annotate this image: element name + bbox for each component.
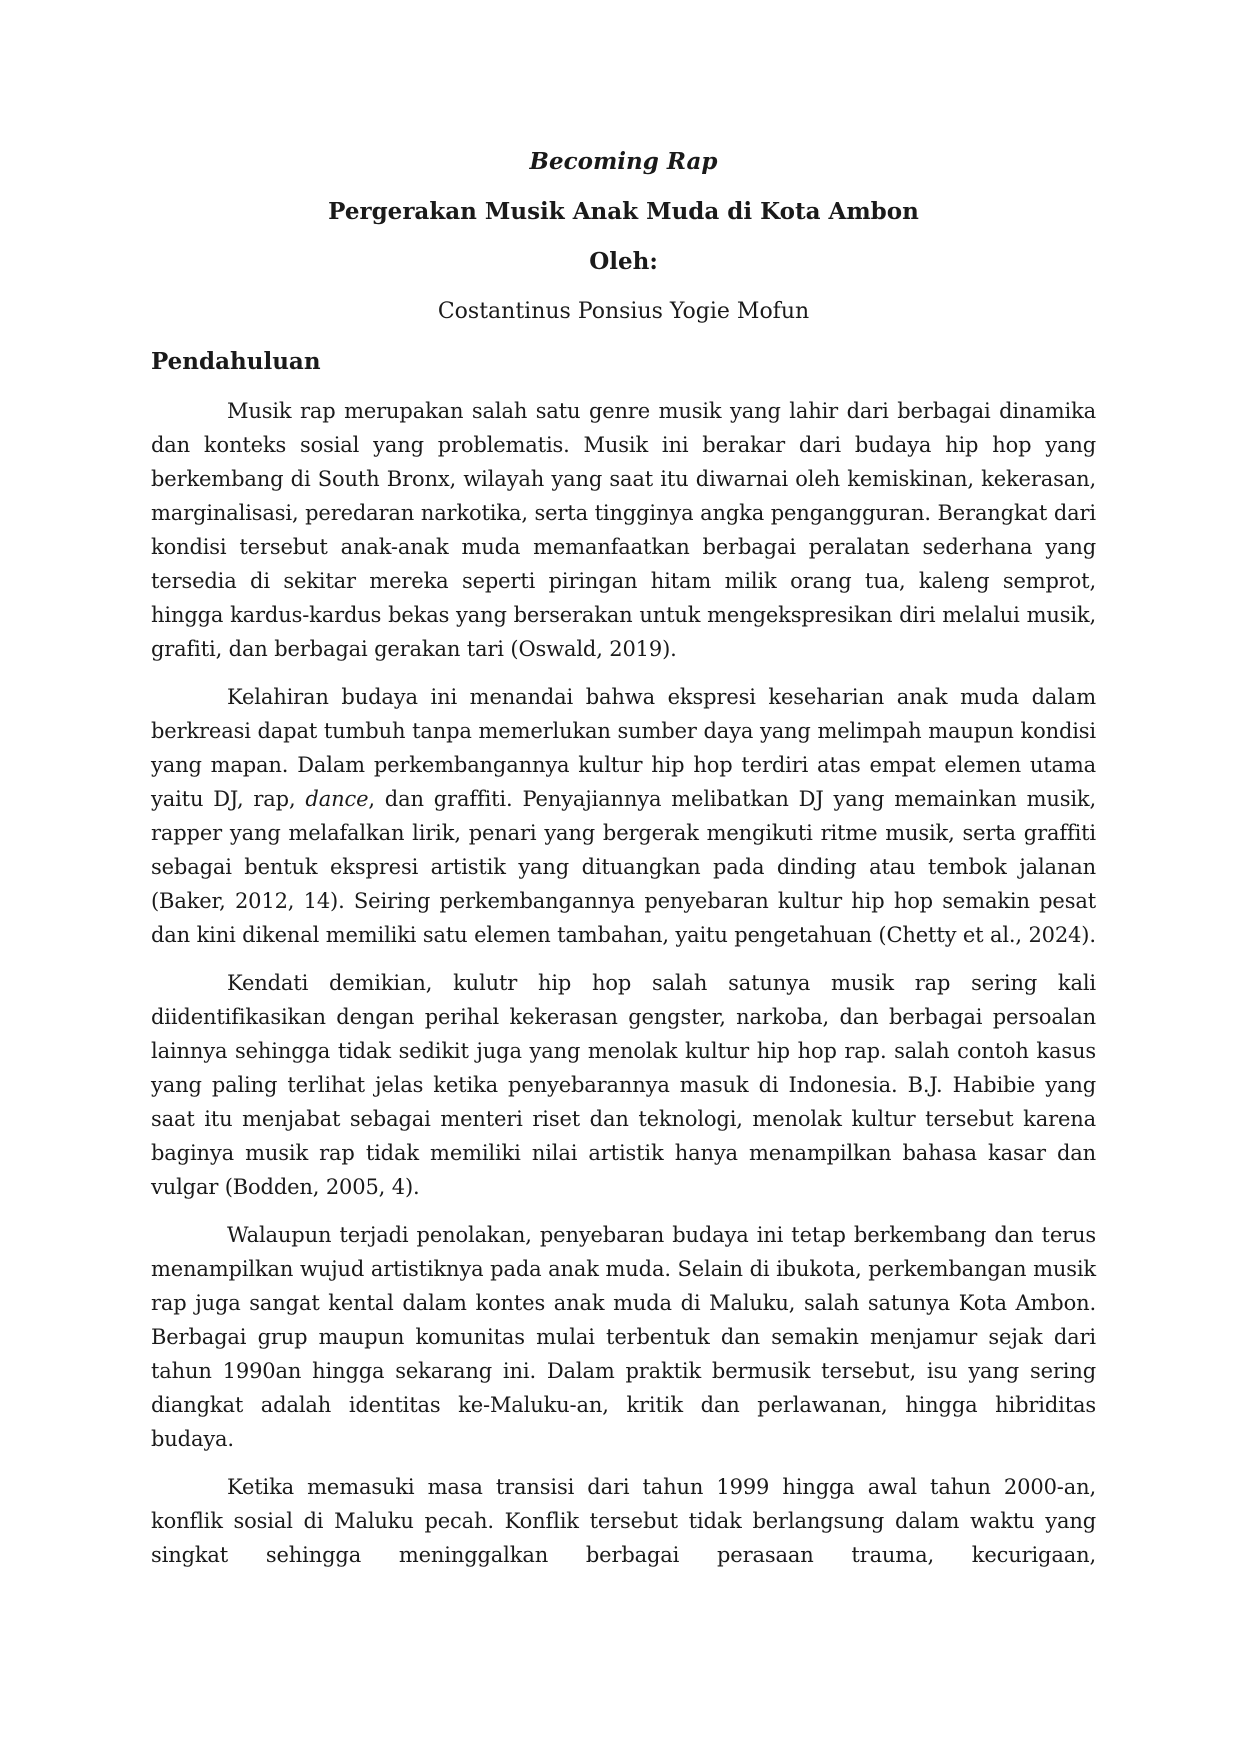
document-title: Becoming Rap bbox=[529, 148, 718, 175]
document-subtitle: Pergerakan Musik Anak Muda di Kota Ambon bbox=[328, 198, 919, 225]
document-page bbox=[151, 146, 1096, 1586]
paragraph: Musik rap merupakan salah satu genre musik yang lahir dari berbagai dinamika dan konteks sosial yang problematis. Musik ini berakar dari budaya hip hop yang berkembang di South Bronx, wilayah yang saat itu diwarnai oleh kemiskinan, kekerasan, marginalisasi, peredaran narkotika, serta tingginya angka pengangguran. Berangkat dari kondisi tersebut anak-anak muda memanfaatkan berbagai peralatan sederhana yang tersedia di sekitar mereka seperti piringan hitam milik orang tua, kaleng semprot, hingga kardus-kardus bekas yang berserakan untuk mengekspresikan diri melalui musik, grafiti, dan berbagai gerakan tari (Oswald, 2019). bbox=[151, 399, 1096, 661]
paragraph: Ketika memasuki masa transisi dari tahun 1999 hingga awal tahun 2000-an, konflik sosial di Maluku pecah. Konflik tersebut tidak berlangsung dalam waktu yang singkat sehingga meninggalkan berbagai perasaan trauma, kecurigaan, bbox=[151, 1475, 1096, 1567]
paragraph: Kelahiran budaya ini menandai bahwa ekspresi keseharian anak muda dalam berkreasi dapat tumbuh tanpa memerlukan sumber daya yang melimpah maupun kondisi yang mapan. Dalam perkembangannya kultur hip hop terdiri atas empat elemen utama yaitu DJ, rap, dance, dan graffiti. Penyajiannya melibatkan DJ yang memainkan musik, rapper yang melafalkan lirik, penari yang bergerak mengikuti ritme musik, serta graffiti sebagai bentuk ekspresi artistik yang dituangkan pada dinding atau tembok jalanan (Baker, 2012, 14). Seiring perkembangannya penyebaran kultur hip hop semakin pesat dan kini dikenal memiliki satu elemen tambahan, yaitu pengetahuan (Chetty et al., 2024). bbox=[151, 685, 1096, 947]
paragraph: Walaupun terjadi penolakan, penyebaran budaya ini tetap berkembang dan terus menampilkan wujud artistiknya pada anak muda. Selain di ibukota, perkembangan musik rap juga sangat kental dalam kontes anak muda di Maluku, salah satunya Kota Ambon. Berbagai grup maupun komunitas mulai terbentuk dan semakin menjamur sejak dari tahun 1990an hingga sekarang ini. Dalam praktik bermusik tersebut, isu yang sering diangkat adalah identitas ke-Maluku-an, kritik dan perlawanan, hingga hibriditas budaya. bbox=[151, 1223, 1096, 1451]
author-name: Costantinus Ponsius Yogie Mofun bbox=[437, 299, 810, 324]
author-label: Oleh: bbox=[589, 248, 658, 275]
paragraph: Kendati demikian, kulutr hip hop salah satunya musik rap sering kali diidentifikasikan dengan perihal kekerasan gengster, narkoba, dan berbagai persoalan lainnya sehingga tidak sedikit juga yang menolak kultur hip hop rap. salah contoh kasus yang paling terlihat jelas ketika penyebarannya masuk di Indonesia. B.J. Habibie yang saat itu menjabat sebagai menteri riset dan teknologi, menolak kultur tersebut karena baginya musik rap tidak memiliki nilai artistik hanya menampilkan bahasa kasar dan vulgar (Bodden, 2005, 4). bbox=[151, 971, 1096, 1199]
section-heading: Pendahuluan bbox=[151, 348, 321, 375]
